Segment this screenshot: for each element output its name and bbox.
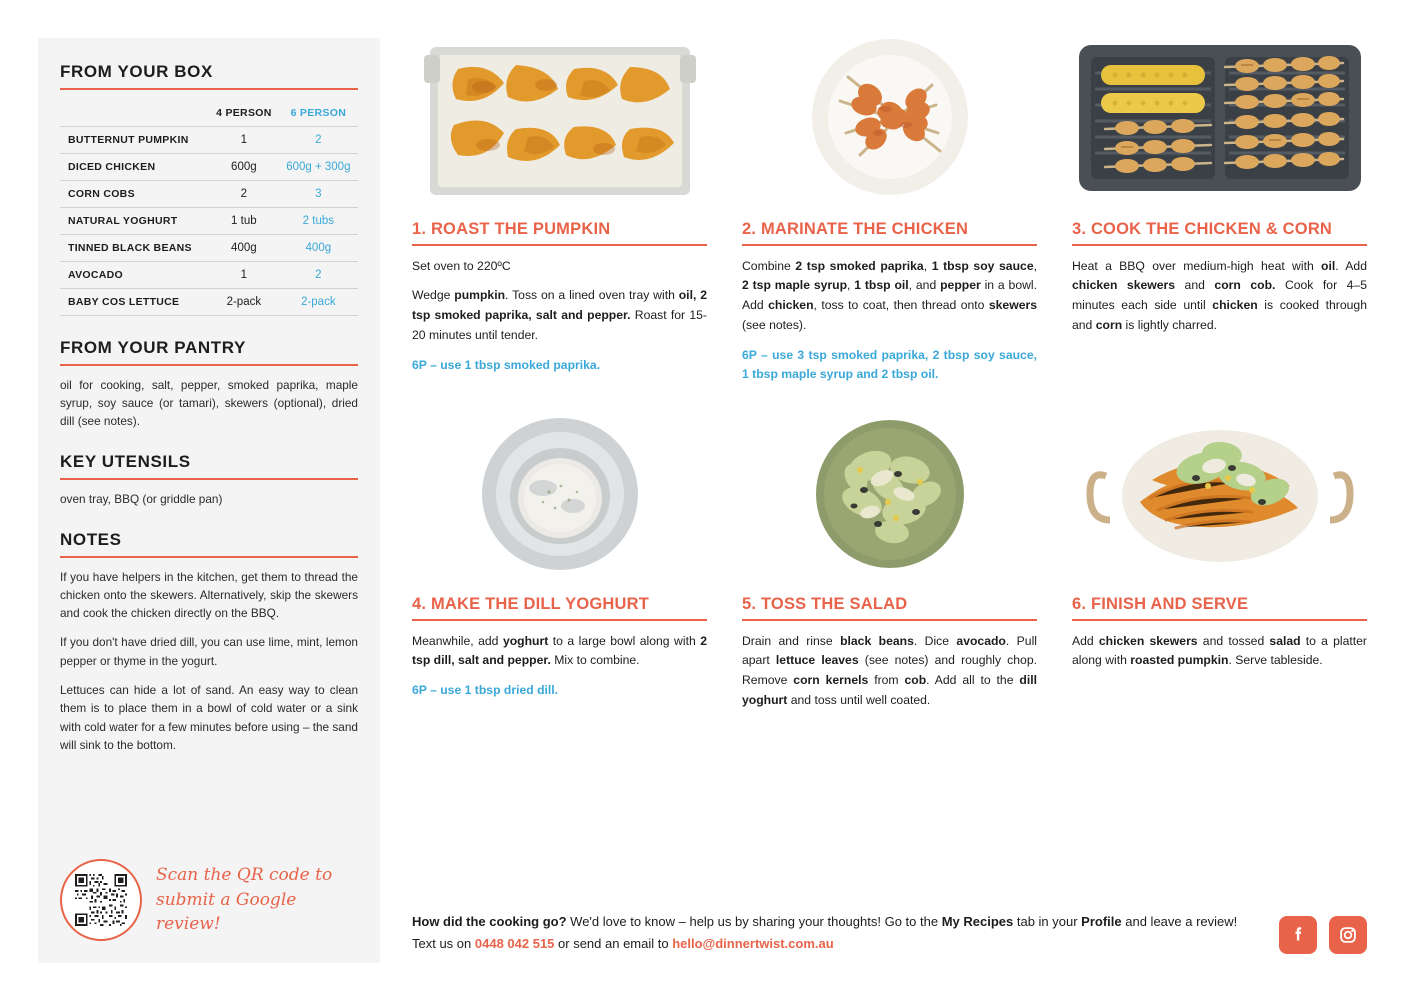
step-2-title: 2. MARINATE THE CHICKEN bbox=[742, 220, 969, 238]
ingredient-name: CORN COBS bbox=[60, 181, 209, 208]
footer bbox=[412, 911, 1367, 954]
step-2-six-person-note: 6P – use 3 tsp smoked paprika, 2 tbsp soy sauce, 1 tbsp maple syrup and 2 tbsp oil. bbox=[742, 347, 1037, 382]
step-2-body bbox=[742, 257, 1037, 336]
footer-text-run: tab in your bbox=[1013, 914, 1082, 930]
ingredient-qty-4: 2-pack bbox=[209, 289, 279, 316]
divider bbox=[60, 478, 358, 480]
ingredient-qty-4: 1 bbox=[209, 262, 279, 289]
from-your-pantry-section bbox=[60, 338, 358, 430]
from-your-pantry-text: oil for cooking, salt, pepper, smoked paprika, maple syrup, soy sauce (or tamari), skewers (optional), dried dill (see notes). bbox=[60, 377, 358, 429]
ingredient-name: NATURAL YOGHURT bbox=[60, 208, 209, 235]
table-row bbox=[60, 181, 358, 208]
ingredient-name: BABY COS LETTUCE bbox=[60, 289, 209, 316]
step-1-body bbox=[412, 257, 707, 346]
table-header-6-person: 6 PERSON bbox=[279, 100, 358, 127]
ingredient-name: DICED CHICKEN bbox=[60, 154, 209, 181]
step-5-title: 5. TOSS THE SALAD bbox=[742, 595, 908, 614]
step-paragraph: Set oven to 220ºC bbox=[412, 258, 511, 273]
ingredient-qty-4: 400g bbox=[209, 235, 279, 262]
qr-code-badge[interactable] bbox=[60, 859, 142, 941]
qr-code-icon bbox=[75, 874, 127, 926]
ingredient-qty-6: 2 bbox=[279, 262, 358, 289]
tossed-salad-photo-icon bbox=[800, 406, 980, 581]
qr-caption-line1: Scan the QR code to bbox=[156, 865, 333, 886]
instagram-link[interactable] bbox=[1329, 916, 1367, 954]
step-2-photo bbox=[742, 28, 1037, 208]
divider bbox=[60, 88, 358, 90]
ingredient-qty-6: 2 tubs bbox=[279, 208, 358, 235]
footer-text-run: My Recipes bbox=[941, 914, 1014, 930]
ingredient-name: TINNED BLACK BEANS bbox=[60, 235, 209, 262]
social-links[interactable] bbox=[1279, 916, 1367, 954]
footer-contact[interactable]: 0448 042 515 bbox=[474, 935, 555, 951]
step-5-body bbox=[742, 632, 1037, 711]
bbq-grill-photo-icon bbox=[1075, 33, 1365, 203]
table-row bbox=[60, 289, 358, 316]
qr-caption bbox=[156, 863, 336, 937]
ingredient-qty-4: 2 bbox=[209, 181, 279, 208]
step-card-1 bbox=[412, 28, 707, 385]
step-paragraph: Meanwhile, add yoghurt to a large bowl along with 2 tsp dill, salt and pepper. Mix to combine. bbox=[412, 633, 707, 668]
facebook-icon bbox=[1287, 924, 1309, 946]
roasted-pumpkin-photo-icon bbox=[424, 29, 696, 207]
qr-caption-line2: submit a Google review! bbox=[156, 889, 297, 935]
footer-text-run: or send an email to bbox=[554, 935, 673, 951]
step-card-3 bbox=[1072, 28, 1367, 385]
divider bbox=[60, 364, 358, 366]
step-paragraph: Drain and rinse black beans. Dice avocado. Pull apart lettuce leaves (see notes) and roughly chop. Remove corn kernels from cob. Add all to the dill yoghurt and toss until well coated. bbox=[742, 633, 1037, 707]
note-paragraph: Lettuces can hide a lot of sand. An easy way to clean them is to place them in a bowl of cold water or a sink with cold water for a few minutes before using – the sand will sink to the bottom. bbox=[60, 683, 358, 752]
table-row bbox=[60, 235, 358, 262]
divider bbox=[742, 619, 1037, 621]
ingredient-qty-4: 600g bbox=[209, 154, 279, 181]
step-6-photo bbox=[1072, 403, 1367, 583]
key-utensils-heading: KEY UTENSILS bbox=[60, 452, 191, 472]
step-paragraph: Combine 2 tsp smoked paprika, 1 tbsp soy sauce, 2 tsp maple syrup, 1 tbsp oil, and pepper in a bowl. Add chicken, toss to coat, then thread onto skewers (see notes). bbox=[742, 258, 1037, 332]
divider bbox=[1072, 244, 1367, 246]
dill-yoghurt-bowl-photo-icon bbox=[465, 406, 655, 581]
ingredient-qty-6: 2 bbox=[279, 127, 358, 154]
footer-text-run: Profile bbox=[1081, 914, 1122, 930]
step-4-photo bbox=[412, 403, 707, 583]
ingredient-qty-4: 1 tub bbox=[209, 208, 279, 235]
footer-text-run: We'd love to know – help us by sharing your thoughts! Go to the bbox=[566, 914, 942, 930]
qr-review-block[interactable] bbox=[60, 859, 336, 941]
ingredients-table bbox=[60, 100, 358, 316]
key-utensils-text: oven tray, BBQ (or griddle pan) bbox=[60, 491, 223, 506]
ingredient-qty-6: 600g + 300g bbox=[279, 154, 358, 181]
footer-text-run: How did the cooking go? bbox=[412, 914, 567, 930]
step-card-4 bbox=[412, 403, 707, 721]
steps-grid bbox=[412, 28, 1367, 721]
step-paragraph: Add chicken skewers and tossed salad to a platter along with roasted pumpkin. Serve tableside. bbox=[1072, 633, 1367, 668]
ingredient-qty-4: 1 bbox=[209, 127, 279, 154]
chicken-skewers-photo-icon bbox=[790, 29, 990, 207]
ingredient-qty-6: 3 bbox=[279, 181, 358, 208]
divider bbox=[742, 244, 1037, 246]
step-1-title: 1. ROAST THE PUMPKIN bbox=[412, 220, 611, 238]
table-header-ingredient bbox=[60, 100, 209, 127]
ingredient-qty-6: 2-pack bbox=[279, 289, 358, 316]
step-3-title: 3. COOK THE CHICKEN & CORN bbox=[1072, 220, 1333, 238]
step-card-2 bbox=[742, 28, 1037, 385]
ingredient-name: BUTTERNUT PUMPKIN bbox=[60, 127, 209, 154]
steps-row-1 bbox=[412, 28, 1367, 385]
from-your-pantry-heading: FROM YOUR PANTRY bbox=[60, 338, 246, 357]
notes-section bbox=[60, 530, 358, 754]
step-paragraph: Wedge pumpkin. Toss on a lined oven tray with oil, 2 tsp smoked paprika, salt and pepper. Roast for 15-20 minutes until tender. bbox=[412, 288, 707, 342]
table-header-4-person: 4 PERSON bbox=[209, 100, 279, 127]
step-4-body bbox=[412, 632, 707, 672]
footer-text-run: and leave a review! Text us on bbox=[412, 914, 1238, 951]
steps-row-2 bbox=[412, 403, 1367, 721]
footer-contact[interactable]: hello@dinnertwist.com.au bbox=[672, 935, 834, 951]
note-paragraph: If you don't have dried dill, you can use lime, mint, lemon pepper or thyme in the yogurt. bbox=[60, 635, 358, 668]
divider bbox=[412, 619, 707, 621]
step-1-six-person-note: 6P – use 1 tbsp smoked paprika. bbox=[412, 357, 601, 372]
footer-feedback-text bbox=[412, 911, 1242, 954]
table-row bbox=[60, 127, 358, 154]
step-card-5 bbox=[742, 403, 1037, 721]
step-1-photo bbox=[412, 28, 707, 208]
table-row bbox=[60, 154, 358, 181]
step-4-six-person-note: 6P – use 1 tbsp dried dill. bbox=[412, 683, 559, 698]
step-3-photo bbox=[1072, 28, 1367, 208]
step-paragraph: Heat a BBQ over medium-high heat with oil. Add chicken skewers and corn cob. Cook for 4–5 minutes each side until chicken is cooked through and corn is lightly charred. bbox=[1072, 258, 1368, 332]
instagram-icon bbox=[1337, 924, 1359, 946]
step-5-photo bbox=[742, 403, 1037, 583]
table-header-row bbox=[60, 100, 358, 127]
table-row bbox=[60, 262, 358, 289]
divider bbox=[60, 556, 358, 558]
ingredient-qty-6: 400g bbox=[279, 235, 358, 262]
divider bbox=[1072, 619, 1367, 621]
sidebar bbox=[38, 38, 380, 963]
facebook-link[interactable] bbox=[1279, 916, 1317, 954]
step-4-title: 4. MAKE THE DILL YOGHURT bbox=[412, 595, 650, 614]
step-6-body bbox=[1072, 632, 1367, 672]
divider bbox=[412, 244, 707, 246]
finished-platter-photo-icon bbox=[1080, 406, 1360, 581]
key-utensils-section bbox=[60, 452, 358, 508]
step-6-title: 6. FINISH AND SERVE bbox=[1072, 595, 1249, 614]
note-paragraph: If you have helpers in the kitchen, get them to thread the chicken onto the skewers. Alternatively, skip the skewers and cook the chicken directly on the BBQ. bbox=[60, 569, 358, 621]
step-3-body bbox=[1072, 257, 1367, 336]
ingredient-name: AVOCADO bbox=[60, 262, 209, 289]
notes-heading: NOTES bbox=[60, 530, 122, 550]
table-row bbox=[60, 208, 358, 235]
from-your-box-heading: FROM YOUR BOX bbox=[60, 62, 213, 81]
step-card-6 bbox=[1072, 403, 1367, 721]
